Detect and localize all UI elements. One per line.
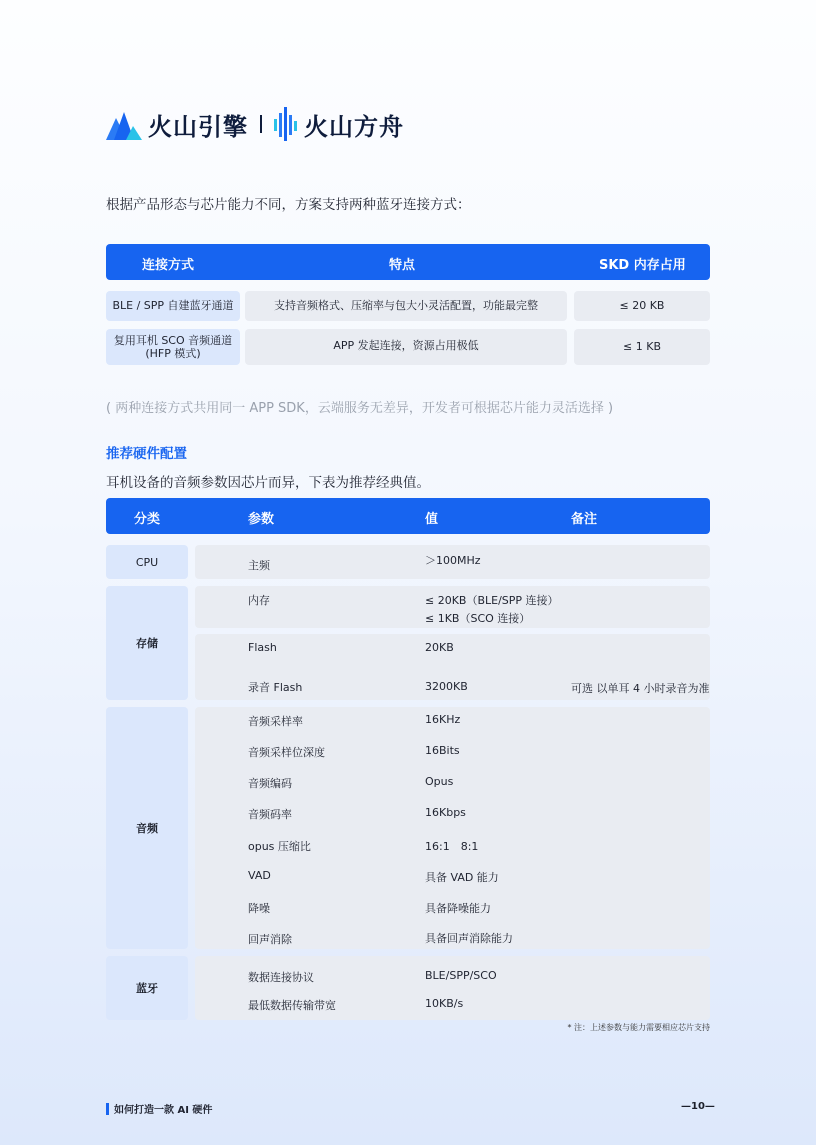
sco-feature-text: APP 发起连接，资源占用极低 [333,339,479,352]
page-number: —10— [681,1101,715,1112]
brand-name-left: 火山引擎 [148,112,248,141]
table-row-ble-memory [574,291,710,321]
ble-mode-label: BLE / SPP 自建蓝牙通道 [112,299,234,313]
bt-param: 数据连接协议 [248,971,314,984]
sco-mode-label-line2: (HFP 模式) [145,347,201,360]
category-storage-label: 存储 [136,637,158,650]
audio-param: 降噪 [248,902,270,915]
bt-value: 10KB/s [425,997,464,1010]
audio-param: opus 压缩比 [248,840,311,853]
hardware-table-header [106,498,710,534]
audio-param: VAD [248,869,271,882]
cpu-value: ＞100MHz [425,554,481,567]
audio-value: 具备回声消除能力 [425,932,513,945]
memory-value-sco: ≤ 1KB（SCO 连接） [425,612,531,625]
category-audio [106,707,188,949]
footer [106,1101,212,1116]
section-description: 耳机设备的音频参数因芯片而异，下表为推荐经典值。 [106,475,430,491]
ble-memory-value: ≤ 20 KB [619,299,665,313]
header-connection-mode: 连接方式 [142,258,195,273]
flash-value: 20KB [425,641,454,654]
rec-flash-note: 可选 以单耳 4 小时录音为准 [571,682,710,695]
category-cpu-label: CPU [135,555,159,569]
header-value: 值 [425,512,439,527]
audio-param: 音频编码 [248,777,292,790]
flash-param: Flash [248,641,277,654]
audio-value: 16KHz [425,713,461,726]
footnote: * 注：上述参数与能力需要相应芯片支持 [567,1023,710,1032]
category-audio-label: 音频 [136,822,158,835]
audio-param: 音频采样位深度 [248,746,325,759]
memory-param: 内存 [248,594,270,607]
brand-divider [260,115,262,133]
header-note: 备注 [571,512,598,527]
sco-memory-value: ≤ 1 KB [623,340,661,354]
category-storage [106,586,188,700]
audio-param: 回声消除 [248,933,292,946]
connection-table-header [106,244,710,280]
audio-param: 音频码率 [248,808,292,821]
footer-accent-bar [106,1103,109,1115]
table-row-ble-feature [245,291,567,321]
cpu-param: 主频 [248,559,270,572]
table-row-sco-mode [106,329,240,365]
rec-flash-value: 3200KB [425,680,468,693]
footer-title: 如何打造一款 AI 硬件 [114,1105,213,1116]
memory-value-ble: ≤ 20KB（BLE/SPP 连接） [425,594,559,607]
table-row-sco-memory [574,329,710,365]
bt-value: BLE/SPP/SCO [425,969,497,982]
audio-value: 16Bits [425,744,460,757]
header-category: 分类 [134,512,161,527]
sco-mode-label-line1: 复用耳机 SCO 音频通道 [113,333,233,347]
header-feature: 特点 [389,258,416,273]
audio-value: 16:1 8:1 [425,840,479,853]
table-row-sco-feature [245,329,567,365]
bt-param: 最低数据传输带宽 [248,999,336,1012]
header-memory: SKD 内存占用 [599,258,686,273]
table-row-ble-mode [106,291,240,321]
ark-logo-icon [274,107,298,141]
brand-name-right: 火山方舟 [304,112,404,141]
audio-value: Opus [425,775,454,788]
audio-param: 音频采样率 [248,715,303,728]
category-bluetooth [106,956,188,1020]
header-logo [106,104,404,144]
rec-flash-param: 录音 Flash [248,681,303,694]
section-title: 推荐硬件配置 [106,446,187,462]
connection-note: ( 两种连接方式共用同一 APP SDK，云端服务无差异，开发者可根据芯片能力灵活选择 ) [106,401,614,416]
header-param: 参数 [248,512,275,527]
category-cpu [106,545,188,579]
audio-value: 具备降噪能力 [425,902,491,915]
audio-value: 16Kbps [425,806,466,819]
audio-value: 具备 VAD 能力 [425,871,499,884]
ble-feature-text: 支持音频格式、压缩率与包大小灵活配置，功能最完整 [274,299,538,313]
category-bluetooth-label: 蓝牙 [136,982,158,995]
volcano-engine-logo-icon [106,108,142,140]
intro-text: 根据产品形态与芯片能力不同，方案支持两种蓝牙连接方式： [106,197,471,213]
